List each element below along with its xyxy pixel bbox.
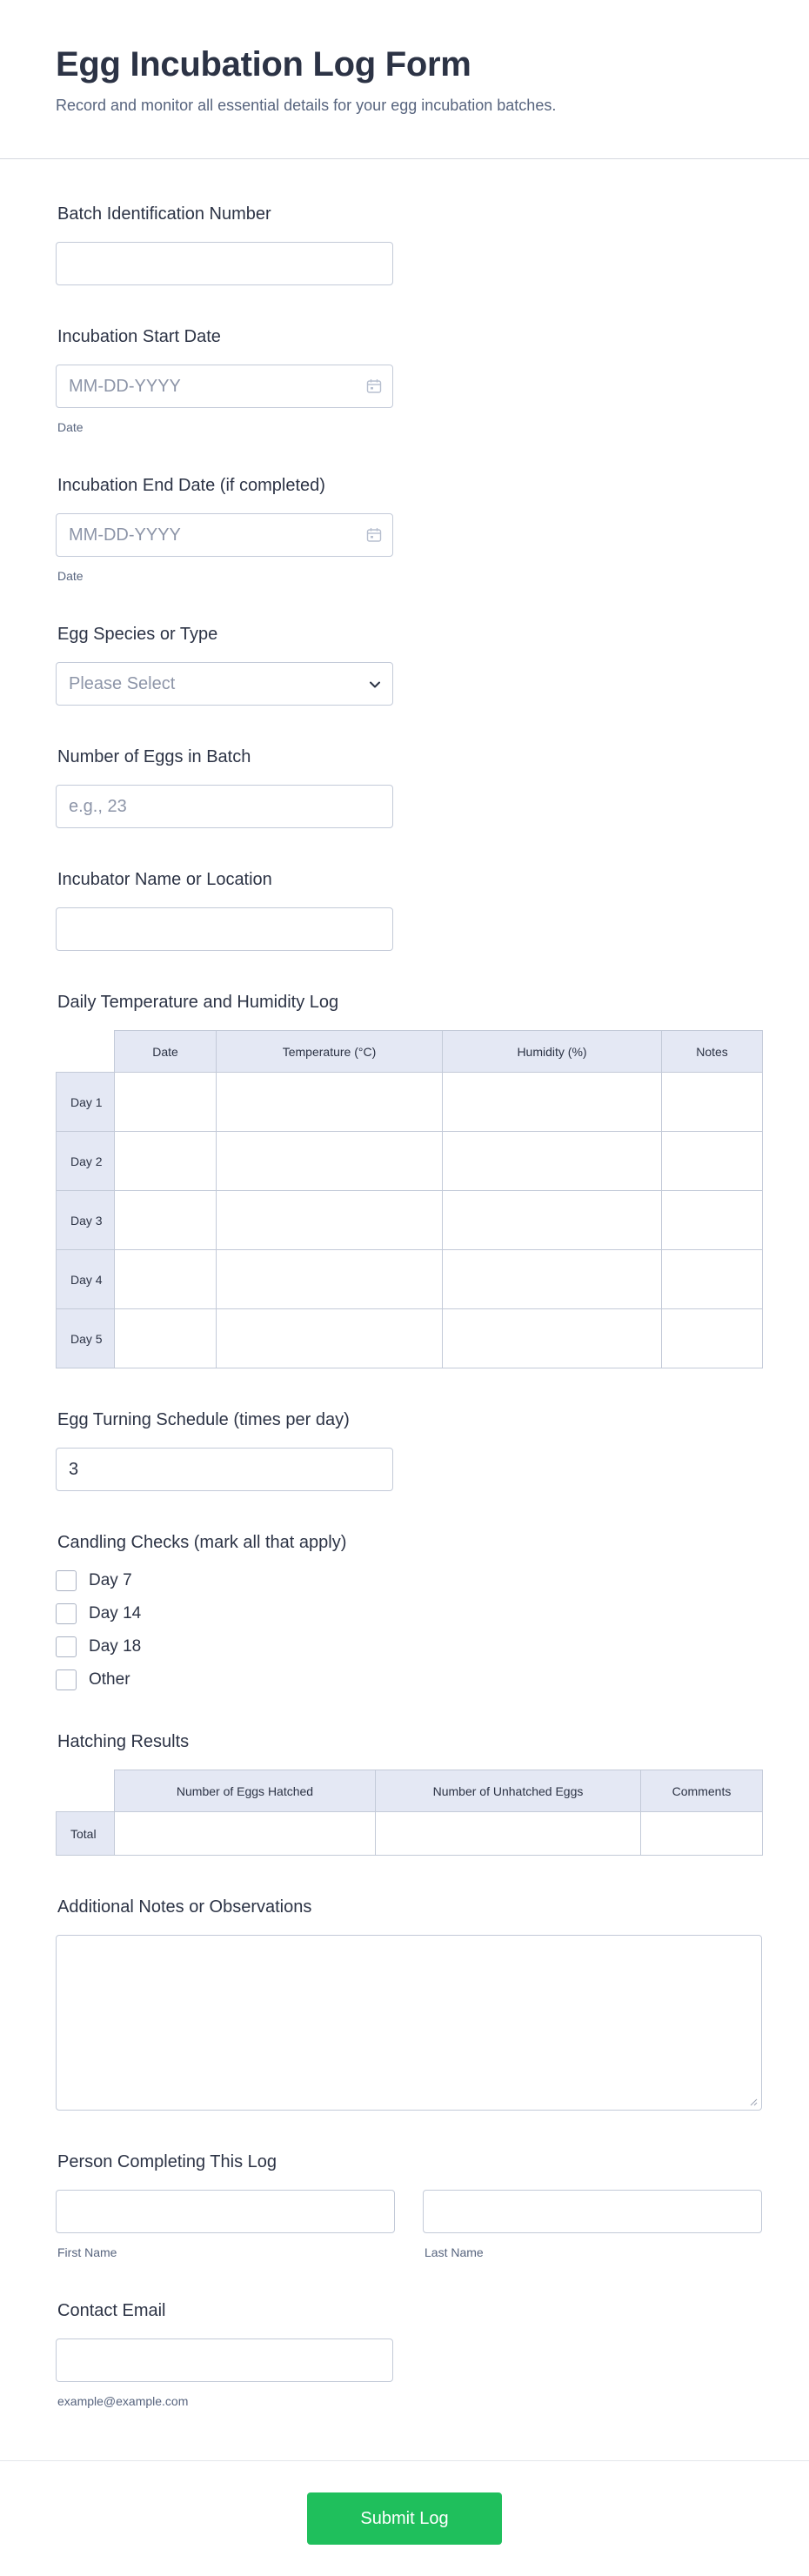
table-cell-input[interactable]: [217, 1309, 443, 1368]
table-cell-input[interactable]: [115, 1309, 217, 1368]
form-header: [0, 0, 809, 159]
candling-label: Candling Checks (mark all that apply): [57, 1533, 347, 1552]
submit-button[interactable]: Submit Log: [307, 2492, 502, 2545]
row-header: Day 5: [57, 1309, 115, 1368]
table-row: [57, 1309, 763, 1368]
checkbox[interactable]: [56, 1636, 77, 1657]
calendar-icon[interactable]: [366, 527, 382, 543]
species-field: [56, 625, 762, 706]
form-footer: [0, 2460, 809, 2576]
hatching-field: [56, 1732, 762, 1856]
table-cell-input[interactable]: [662, 1073, 763, 1132]
end-date-input[interactable]: [56, 513, 393, 557]
candling-option[interactable]: [56, 1669, 762, 1690]
species-label: Egg Species or Type: [57, 625, 218, 644]
last-name-input[interactable]: [423, 2190, 762, 2233]
notes-label: Additional Notes or Observations: [57, 1897, 312, 1917]
first-name-input[interactable]: [56, 2190, 395, 2233]
first-name-col: [56, 2190, 395, 2259]
column-header: Temperature (°C): [217, 1031, 443, 1073]
table-cell-input[interactable]: [217, 1132, 443, 1191]
species-select[interactable]: [56, 662, 393, 706]
turning-label: Egg Turning Schedule (times per day): [57, 1410, 350, 1429]
candling-option[interactable]: [56, 1570, 762, 1591]
hatching-label: Hatching Results: [57, 1732, 190, 1751]
table-cell-input[interactable]: [443, 1191, 662, 1250]
column-header: Number of Unhatched Eggs: [376, 1770, 641, 1812]
end-date-placeholder: MM-DD-YYYY: [69, 525, 181, 545]
resize-grip-icon[interactable]: [749, 2098, 758, 2106]
row-header: Day 1: [57, 1073, 115, 1132]
table-cell-input[interactable]: [115, 1073, 217, 1132]
table-cell-input[interactable]: [376, 1812, 641, 1856]
last-name-sublabel: Last Name: [425, 2245, 484, 2259]
column-header: Comments: [641, 1770, 763, 1812]
candling-options: [56, 1570, 762, 1690]
species-placeholder: Please Select: [69, 674, 176, 693]
turning-field: [56, 1410, 762, 1491]
notes-textarea[interactable]: [56, 1935, 762, 2111]
egg-count-label: Number of Eggs in Batch: [57, 747, 251, 766]
table-row: [57, 1812, 763, 1856]
column-header: Humidity (%): [443, 1031, 662, 1073]
checkbox[interactable]: [56, 1603, 77, 1624]
page-subtitle: Record and monitor all essential details for your egg incubation batches.: [56, 97, 557, 114]
egg-count-input[interactable]: e.g., 23: [56, 785, 393, 828]
candling-field: [56, 1533, 762, 1690]
person-label: Person Completing This Log: [57, 2152, 277, 2171]
candling-option[interactable]: [56, 1603, 762, 1624]
table-cell-input[interactable]: [443, 1250, 662, 1309]
calendar-icon[interactable]: [366, 378, 382, 394]
daily-log-field: [56, 993, 762, 1368]
start-date-placeholder: MM-DD-YYYY: [69, 377, 181, 396]
table-cell-input[interactable]: [662, 1250, 763, 1309]
incubator-input[interactable]: [56, 907, 393, 951]
start-date-sublabel: Date: [57, 420, 84, 434]
row-header: Total: [57, 1812, 115, 1856]
notes-field: [56, 1897, 762, 2111]
person-field: [56, 2152, 762, 2259]
table-row: [57, 1073, 763, 1132]
start-date-input[interactable]: [56, 365, 393, 408]
email-field: [56, 2301, 762, 2408]
table-cell-input[interactable]: [662, 1309, 763, 1368]
table-cell-input[interactable]: [115, 1250, 217, 1309]
candling-option[interactable]: [56, 1636, 762, 1657]
table-row: [57, 1132, 763, 1191]
daily-log-label: Daily Temperature and Humidity Log: [57, 993, 339, 1012]
batch-id-label: Batch Identification Number: [57, 204, 271, 224]
table-corner: [57, 1031, 115, 1073]
email-label: Contact Email: [57, 2301, 166, 2320]
page-title: Egg Incubation Log Form: [56, 45, 471, 84]
table-cell-input[interactable]: [115, 1191, 217, 1250]
checkbox-label[interactable]: Day 7: [89, 1571, 132, 1589]
batch-id-field: [56, 204, 762, 285]
end-date-label: Incubation End Date (if completed): [57, 476, 325, 495]
first-name-sublabel: First Name: [57, 2245, 117, 2259]
daily-log-table: [56, 1030, 763, 1368]
email-sublabel: example@example.com: [57, 2394, 189, 2408]
table-cell-input[interactable]: [662, 1191, 763, 1250]
hatching-table: [56, 1770, 763, 1856]
table-corner: [57, 1770, 115, 1812]
table-cell-input[interactable]: [443, 1132, 662, 1191]
column-header: Notes: [662, 1031, 763, 1073]
name-row: [56, 2190, 762, 2259]
table-cell-input[interactable]: [217, 1191, 443, 1250]
email-input[interactable]: [56, 2338, 393, 2382]
column-header: Date: [115, 1031, 217, 1073]
start-date-field: [56, 327, 762, 434]
table-cell-input[interactable]: [641, 1812, 763, 1856]
table-row: [57, 1250, 763, 1309]
checkbox[interactable]: [56, 1669, 77, 1690]
last-name-col: [423, 2190, 762, 2259]
table-cell-input[interactable]: [662, 1132, 763, 1191]
table-row: [57, 1191, 763, 1250]
table-cell-input[interactable]: [115, 1812, 376, 1856]
row-header: Day 2: [57, 1132, 115, 1191]
turning-input[interactable]: 3: [56, 1448, 393, 1491]
end-date-sublabel: Date: [57, 569, 84, 583]
column-header: Number of Eggs Hatched: [115, 1770, 376, 1812]
form-body: [0, 204, 809, 2408]
incubator-field: [56, 870, 762, 951]
egg-count-field: [56, 747, 762, 828]
checkbox-label[interactable]: Day 14: [89, 1604, 142, 1623]
table-cell-input[interactable]: [217, 1073, 443, 1132]
batch-id-input[interactable]: [56, 242, 393, 285]
table-cell-input[interactable]: [115, 1132, 217, 1191]
incubator-label: Incubator Name or Location: [57, 870, 272, 889]
table-cell-input[interactable]: [443, 1073, 662, 1132]
table-cell-input[interactable]: [443, 1309, 662, 1368]
table-cell-input[interactable]: [217, 1250, 443, 1309]
chevron-down-icon: [368, 678, 382, 692]
row-header: Day 4: [57, 1250, 115, 1309]
checkbox[interactable]: [56, 1570, 77, 1591]
checkbox-label[interactable]: Other: [89, 1670, 130, 1689]
end-date-field: [56, 476, 762, 583]
start-date-label: Incubation Start Date: [57, 327, 221, 346]
row-header: Day 3: [57, 1191, 115, 1250]
checkbox-label[interactable]: Day 18: [89, 1637, 142, 1656]
